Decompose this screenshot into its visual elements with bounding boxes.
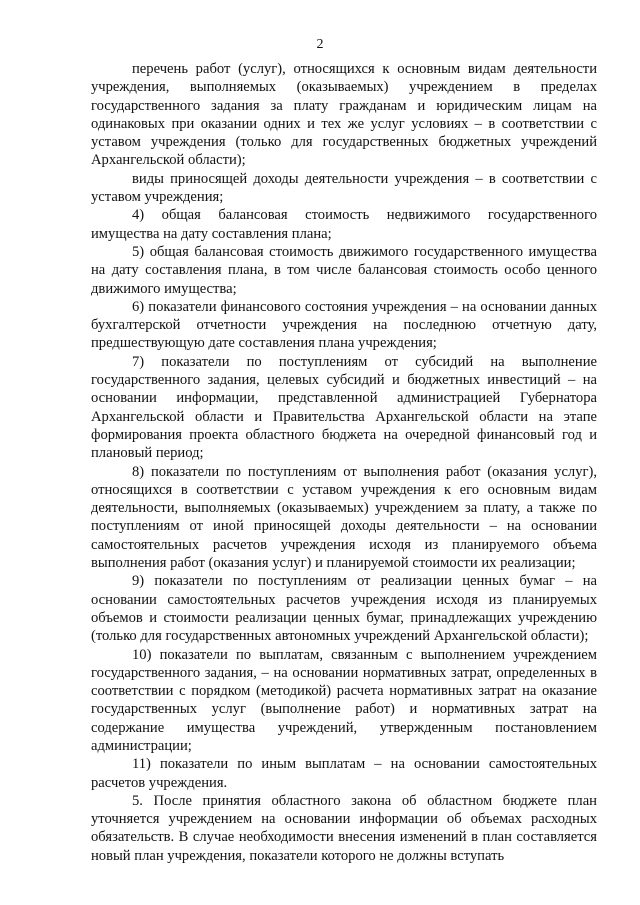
paragraph-item-4: 4) общая балансовая стоимость недвижимого государственного имущества на дату составления плана; <box>91 207 597 242</box>
paragraph-item-8: 8) показатели по поступлениям от выполнения работ (оказания услуг), относящихся в соответствии с уставом учреждения к его основным видам деятельности, выполняемых (оказываемых) учреждением за плату, а также по поступлениям от иной приносящей доходы деятельности – на основании самостоятельных расчетов учреждения исходя из планируемого объема выполнения работ (оказания услуг) и планируемой стоимости их реализации; <box>91 463 597 572</box>
paragraph-item-6: 6) показатели финансового состояния учреждения – на основании данных бухгалтерской отчетности учреждения на последнюю отчетную дату, предшествующую дате составления плана учреждения; <box>91 298 597 352</box>
paragraph-item-10: 10) показатели по выплатам, связанным с выполнением учреждением государственного задания, – на основании нормативных затрат, определенных в соответствии с порядком (методикой) расчета нормативных затрат на оказание государственных услуг (выполнение работ) и нормативных затрат на содержание имущества учреждений, утвержденным постановлением администрации; <box>91 646 597 754</box>
paragraph-item-9: 9) показатели по поступлениям от реализации ценных бумаг – на основании самостоятельных расчетов учреждения исходя из планируемых объемов и стоимости реализации ценных бумаг, принадлежащих учреждению (только для государственных автономных учреждений Архангельской области); <box>91 573 597 645</box>
paragraph-item-7: 7) показатели по поступлениям от субсидий на выполнение государственного задания, целевых субсидий и бюджетных инвестиций – на основании информации, представленной администрацией Губернатора Архангельской области и Правительства Архангельской области на этапе формирования проекта областного бюджета на очередной финансовый год и плановый период; <box>91 353 597 462</box>
document-body <box>91 60 597 865</box>
paragraph-item-5: 5) общая балансовая стоимость движимого государственного имущества на дату составления плана, в том числе балансовая стоимость особо ценного движимого имущества; <box>91 243 597 297</box>
paragraph-section-5: 5. После принятия областного закона об областном бюджете план уточняется учреждением на основании информации об объемах расходных обязательств. В случае необходимости внесения изменений в план составляется новый план учреждения, показатели которого не должны вступать <box>91 792 597 864</box>
page-number: 2 <box>316 37 324 52</box>
paragraph-income-activities: виды приносящей доходы деятельности учреждения – в соответствии с уставом учреждения; <box>91 170 597 206</box>
paragraph-works-list: перечень работ (услуг), относящихся к основным видам деятельности учреждения, выполняемых (оказываемых) учреждением в пределах государственного задания за плату гражданам и юридическим лицам на одинаковых при оказании одних и тех же услуг условиях – в соответствии с уставом учреждения (только для государственных бюджетных учреждений Архангельской области); <box>91 61 597 169</box>
paragraph-item-11: 11) показатели по иным выплатам – на основании самостоятельных расчетов учреждения. <box>91 756 597 791</box>
